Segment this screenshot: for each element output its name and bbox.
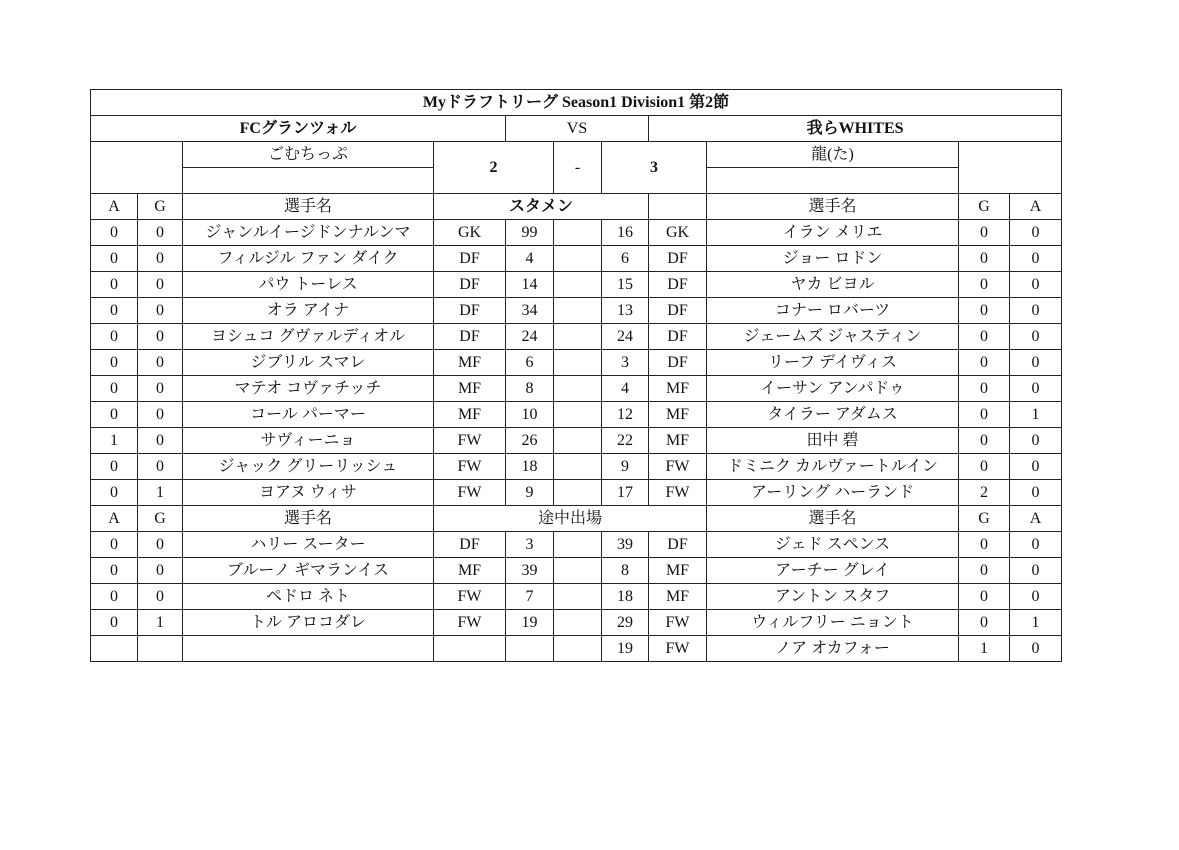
- away-player-position: FW: [649, 636, 707, 662]
- starter-row: [91, 428, 1062, 454]
- away-player-name: ジェド スペンス: [707, 532, 959, 558]
- home-player-goals: 0: [138, 532, 183, 558]
- home-player-position: DF: [434, 272, 506, 298]
- sub-row: [91, 584, 1062, 610]
- home-player-name: ジャック グリーリッシュ: [183, 454, 434, 480]
- col-header-assists: A: [91, 194, 138, 220]
- center-divider-cell: [554, 376, 602, 402]
- home-player-goals: 0: [138, 428, 183, 454]
- away-player-goals: 0: [959, 610, 1010, 636]
- home-player-name: ヨアヌ ウィサ: [183, 480, 434, 506]
- home-player-name: マテオ コヴァチッチ: [183, 376, 434, 402]
- away-player-assists: 0: [1010, 558, 1062, 584]
- away-player-position: DF: [649, 324, 707, 350]
- away-player-position: MF: [649, 558, 707, 584]
- home-player-number: 6: [506, 350, 554, 376]
- away-player-assists: 0: [1010, 220, 1062, 246]
- away-player-assists: 0: [1010, 272, 1062, 298]
- home-player-number: 26: [506, 428, 554, 454]
- home-player-assists: 0: [91, 376, 138, 402]
- away-player-goals: 0: [959, 584, 1010, 610]
- home-player-number: 10: [506, 402, 554, 428]
- home-player-name: ジブリル スマレ: [183, 350, 434, 376]
- col-header-goals: G: [138, 194, 183, 220]
- sub-row: [91, 636, 1062, 662]
- col-header-goals: G: [959, 506, 1010, 532]
- starter-row: [91, 324, 1062, 350]
- home-player-name: フィルジル ファン ダイク: [183, 246, 434, 272]
- home-player-assists: 0: [91, 584, 138, 610]
- home-manager-blank: [183, 168, 434, 194]
- home-player-number: 19: [506, 610, 554, 636]
- home-player-position: MF: [434, 402, 506, 428]
- away-player-name: リーフ デイヴィス: [707, 350, 959, 376]
- home-player-position: MF: [434, 558, 506, 584]
- away-player-assists: 0: [1010, 636, 1062, 662]
- home-player-goals: 0: [138, 220, 183, 246]
- home-player-goals: 0: [138, 402, 183, 428]
- home-player-goals: 0: [138, 298, 183, 324]
- away-player-name: ドミニク カルヴァートルイン: [707, 454, 959, 480]
- away-player-assists: 1: [1010, 610, 1062, 636]
- home-player-name: コール パーマー: [183, 402, 434, 428]
- center-divider-cell: [554, 610, 602, 636]
- away-player-number: 12: [602, 402, 649, 428]
- home-player-name: ジャンルイージドンナルンマ: [183, 220, 434, 246]
- center-divider-cell: [554, 220, 602, 246]
- col-header-assists: A: [91, 506, 138, 532]
- center-divider-cell: [554, 324, 602, 350]
- starter-row: [91, 376, 1062, 402]
- home-manager-name: ごむちっぷ: [183, 142, 434, 168]
- starters-header: スタメン: [434, 194, 649, 220]
- col-header-player: 選手名: [183, 506, 434, 532]
- center-divider-cell: [554, 402, 602, 428]
- subs-header: 途中出場: [434, 506, 707, 532]
- sub-row: [91, 532, 1062, 558]
- away-player-name: アーリング ハーランド: [707, 480, 959, 506]
- home-player-name: ペドロ ネト: [183, 584, 434, 610]
- away-player-name: ジェームズ ジャスティン: [707, 324, 959, 350]
- starter-row: [91, 480, 1062, 506]
- away-team-name: 我らWHITES: [649, 116, 1062, 142]
- home-player-position: DF: [434, 246, 506, 272]
- away-player-position: FW: [649, 610, 707, 636]
- home-player-goals: 0: [138, 350, 183, 376]
- away-player-assists: 0: [1010, 298, 1062, 324]
- away-player-name: ヤカ ビヨル: [707, 272, 959, 298]
- header-blank: [649, 194, 707, 220]
- away-player-position: MF: [649, 428, 707, 454]
- score-separator: -: [554, 142, 602, 194]
- sub-row: [91, 610, 1062, 636]
- center-divider-cell: [554, 454, 602, 480]
- away-player-assists: 0: [1010, 350, 1062, 376]
- home-player-position: DF: [434, 324, 506, 350]
- home-player-goals: 0: [138, 376, 183, 402]
- home-player-position: [434, 636, 506, 662]
- col-header-assists: A: [1010, 194, 1062, 220]
- home-player-position: FW: [434, 584, 506, 610]
- home-player-goals: 0: [138, 324, 183, 350]
- col-header-player: 選手名: [707, 194, 959, 220]
- home-player-goals: 0: [138, 454, 183, 480]
- home-player-number: 3: [506, 532, 554, 558]
- away-player-goals: 0: [959, 428, 1010, 454]
- center-divider-cell: [554, 558, 602, 584]
- home-player-assists: 0: [91, 272, 138, 298]
- away-player-number: 15: [602, 272, 649, 298]
- home-player-assists: 0: [91, 454, 138, 480]
- home-player-assists: 0: [91, 558, 138, 584]
- away-player-number: 9: [602, 454, 649, 480]
- away-score: 3: [602, 142, 707, 194]
- away-player-goals: 0: [959, 376, 1010, 402]
- home-player-goals: 0: [138, 584, 183, 610]
- away-player-goals: 0: [959, 324, 1010, 350]
- away-player-number: 13: [602, 298, 649, 324]
- away-player-position: DF: [649, 272, 707, 298]
- away-player-name: ウィルフリー ニョント: [707, 610, 959, 636]
- home-spacer: [91, 142, 183, 194]
- home-player-assists: [91, 636, 138, 662]
- away-player-assists: 0: [1010, 480, 1062, 506]
- home-player-assists: 0: [91, 220, 138, 246]
- away-player-position: MF: [649, 584, 707, 610]
- home-player-number: 39: [506, 558, 554, 584]
- home-player-goals: 0: [138, 272, 183, 298]
- subs-header-row: [91, 506, 1062, 532]
- away-player-goals: 0: [959, 272, 1010, 298]
- away-player-assists: 0: [1010, 324, 1062, 350]
- away-player-assists: 0: [1010, 246, 1062, 272]
- starters-header-row: [91, 194, 1062, 220]
- home-player-number: 4: [506, 246, 554, 272]
- away-player-number: 19: [602, 636, 649, 662]
- home-player-assists: 1: [91, 428, 138, 454]
- away-player-goals: 0: [959, 454, 1010, 480]
- away-spacer: [959, 142, 1062, 194]
- away-player-number: 17: [602, 480, 649, 506]
- away-player-goals: 0: [959, 220, 1010, 246]
- away-player-number: 18: [602, 584, 649, 610]
- home-player-goals: 1: [138, 610, 183, 636]
- home-player-name: サヴィーニョ: [183, 428, 434, 454]
- home-player-assists: 0: [91, 350, 138, 376]
- away-player-goals: 0: [959, 350, 1010, 376]
- starter-row: [91, 246, 1062, 272]
- home-player-position: FW: [434, 454, 506, 480]
- home-player-goals: 0: [138, 246, 183, 272]
- col-header-goals: G: [959, 194, 1010, 220]
- home-player-number: 24: [506, 324, 554, 350]
- home-player-number: 18: [506, 454, 554, 480]
- away-player-name: ジョー ロドン: [707, 246, 959, 272]
- away-player-goals: 0: [959, 558, 1010, 584]
- home-player-assists: 0: [91, 532, 138, 558]
- sub-row: [91, 558, 1062, 584]
- col-header-player: 選手名: [707, 506, 959, 532]
- home-player-goals: 0: [138, 558, 183, 584]
- home-player-number: [506, 636, 554, 662]
- col-header-assists: A: [1010, 506, 1062, 532]
- home-player-position: FW: [434, 610, 506, 636]
- away-player-number: 8: [602, 558, 649, 584]
- home-player-assists: 0: [91, 610, 138, 636]
- away-player-name: イーサン アンパドゥ: [707, 376, 959, 402]
- home-player-assists: 0: [91, 480, 138, 506]
- away-player-name: 田中 碧: [707, 428, 959, 454]
- away-player-number: 24: [602, 324, 649, 350]
- away-player-assists: 0: [1010, 454, 1062, 480]
- away-player-assists: 0: [1010, 428, 1062, 454]
- center-divider-cell: [554, 350, 602, 376]
- home-player-number: 99: [506, 220, 554, 246]
- home-player-position: FW: [434, 480, 506, 506]
- away-player-position: DF: [649, 298, 707, 324]
- home-player-name: ヨシュコ グヴァルディオル: [183, 324, 434, 350]
- home-player-number: 34: [506, 298, 554, 324]
- away-player-number: 4: [602, 376, 649, 402]
- away-player-number: 22: [602, 428, 649, 454]
- center-divider-cell: [554, 532, 602, 558]
- away-player-number: 16: [602, 220, 649, 246]
- home-player-name: オラ アイナ: [183, 298, 434, 324]
- away-player-number: 29: [602, 610, 649, 636]
- center-divider-cell: [554, 636, 602, 662]
- away-player-position: FW: [649, 454, 707, 480]
- away-player-name: アントン スタフ: [707, 584, 959, 610]
- col-header-player: 選手名: [183, 194, 434, 220]
- home-score: 2: [434, 142, 554, 194]
- away-player-position: DF: [649, 350, 707, 376]
- center-divider-cell: [554, 480, 602, 506]
- vs-label: VS: [506, 116, 649, 142]
- away-player-assists: 0: [1010, 376, 1062, 402]
- home-player-goals: [138, 636, 183, 662]
- home-player-assists: 0: [91, 298, 138, 324]
- home-player-number: 8: [506, 376, 554, 402]
- away-player-goals: 0: [959, 246, 1010, 272]
- home-player-number: 7: [506, 584, 554, 610]
- home-player-position: MF: [434, 376, 506, 402]
- away-player-name: コナー ロバーツ: [707, 298, 959, 324]
- away-player-name: イラン メリエ: [707, 220, 959, 246]
- starter-row: [91, 220, 1062, 246]
- away-player-goals: 0: [959, 532, 1010, 558]
- away-player-position: GK: [649, 220, 707, 246]
- home-player-position: MF: [434, 350, 506, 376]
- starter-row: [91, 402, 1062, 428]
- away-player-name: ノア オカフォー: [707, 636, 959, 662]
- home-player-position: DF: [434, 298, 506, 324]
- starter-row: [91, 350, 1062, 376]
- home-player-number: 9: [506, 480, 554, 506]
- away-manager-blank: [707, 168, 959, 194]
- away-player-assists: 0: [1010, 584, 1062, 610]
- home-player-number: 14: [506, 272, 554, 298]
- away-player-number: 3: [602, 350, 649, 376]
- away-player-assists: 1: [1010, 402, 1062, 428]
- away-player-position: DF: [649, 532, 707, 558]
- home-team-name: FCグランツォル: [91, 116, 506, 142]
- center-divider-cell: [554, 428, 602, 454]
- center-divider-cell: [554, 246, 602, 272]
- match-report-table: [90, 89, 1062, 662]
- away-player-number: 39: [602, 532, 649, 558]
- away-player-position: DF: [649, 246, 707, 272]
- away-player-position: FW: [649, 480, 707, 506]
- away-player-assists: 0: [1010, 532, 1062, 558]
- center-divider-cell: [554, 584, 602, 610]
- home-player-name: [183, 636, 434, 662]
- home-player-name: ハリー スーター: [183, 532, 434, 558]
- home-player-name: トル アロコダレ: [183, 610, 434, 636]
- away-player-goals: 2: [959, 480, 1010, 506]
- away-player-number: 6: [602, 246, 649, 272]
- home-player-goals: 1: [138, 480, 183, 506]
- away-player-goals: 0: [959, 402, 1010, 428]
- home-player-assists: 0: [91, 402, 138, 428]
- match-title: Myドラフトリーグ Season1 Division1 第2節: [91, 90, 1062, 116]
- home-player-assists: 0: [91, 324, 138, 350]
- starter-row: [91, 454, 1062, 480]
- home-player-position: FW: [434, 428, 506, 454]
- away-player-goals: 0: [959, 298, 1010, 324]
- away-player-goals: 1: [959, 636, 1010, 662]
- home-player-position: DF: [434, 532, 506, 558]
- away-manager-name: 龍(た): [707, 142, 959, 168]
- away-player-position: MF: [649, 402, 707, 428]
- center-divider-cell: [554, 272, 602, 298]
- center-divider-cell: [554, 298, 602, 324]
- home-player-position: GK: [434, 220, 506, 246]
- starter-row: [91, 272, 1062, 298]
- away-player-name: タイラー アダムス: [707, 402, 959, 428]
- home-player-name: パウ トーレス: [183, 272, 434, 298]
- col-header-goals: G: [138, 506, 183, 532]
- starter-row: [91, 298, 1062, 324]
- home-player-assists: 0: [91, 246, 138, 272]
- home-player-name: ブルーノ ギマランイス: [183, 558, 434, 584]
- away-player-position: MF: [649, 376, 707, 402]
- away-player-name: アーチー グレイ: [707, 558, 959, 584]
